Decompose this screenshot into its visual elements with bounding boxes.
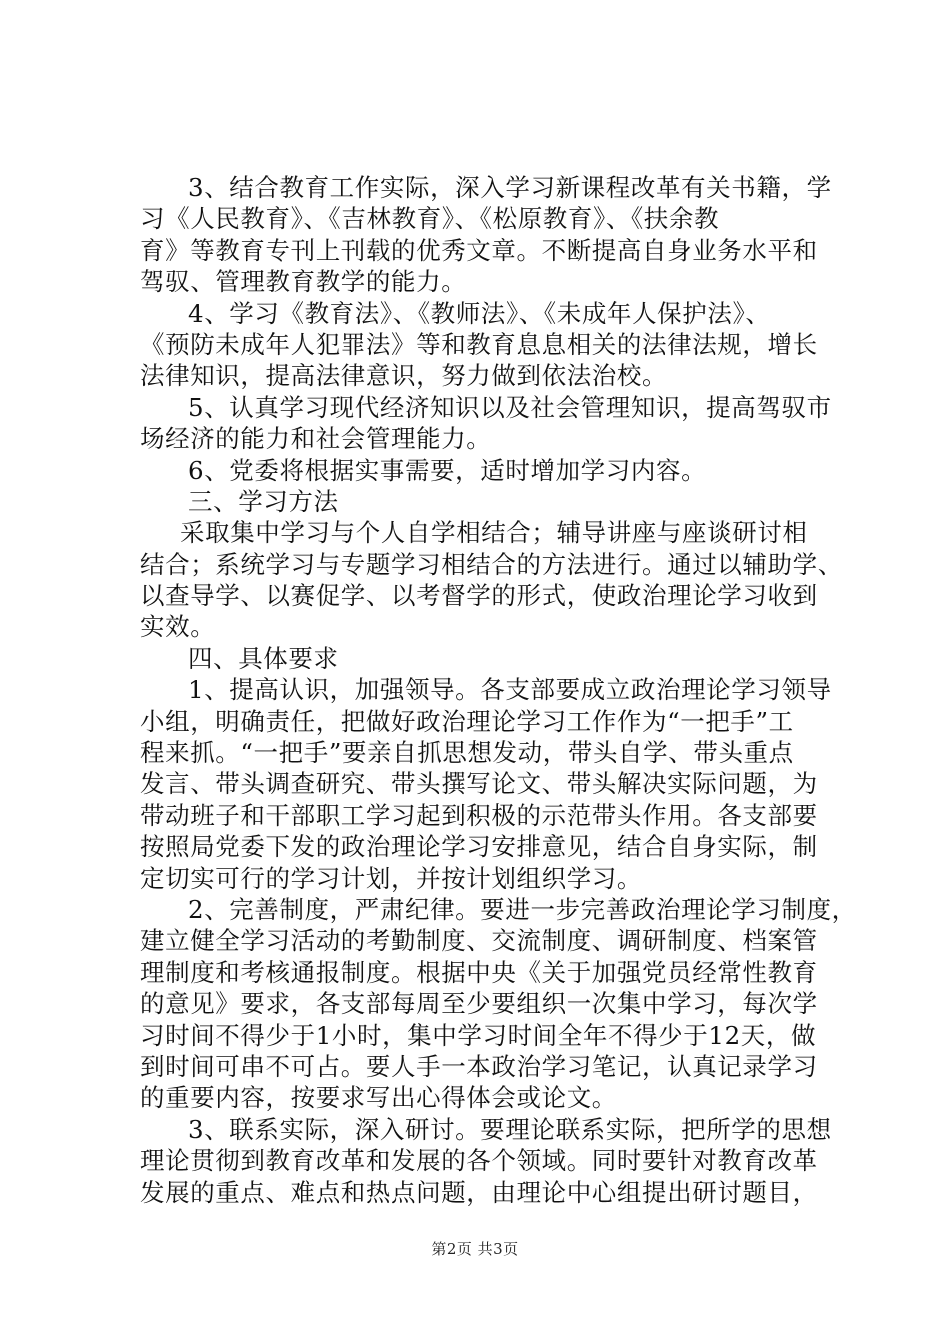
paragraph-line: 习《人民教育》、《吉林教育》、《松原教育》、《扶余教	[140, 204, 720, 234]
paragraph-line: 驾驭、管理教育教学的能力。	[140, 267, 467, 297]
paragraph-line: 到时间可串不可占。要人手一本政治学习笔记，认真记录学习	[140, 1051, 818, 1081]
section-heading: 三、学习方法	[188, 486, 339, 516]
body-text	[140, 172, 857, 1208]
paragraph-line: 6、党委将根据实事需要，适时增加学习内容。	[188, 455, 707, 485]
paragraph-line: 实效。	[140, 612, 216, 642]
paragraph-line: 定切实可行的学习计划，并按计划组织学习。	[140, 863, 642, 893]
paragraph-line: 发言、带头调查研究、带头撰写论文、带头解决实际问题，为	[140, 769, 818, 799]
paragraph-line: 的意见》要求，各支部每周至少要组织一次集中学习，每次学	[140, 989, 818, 1019]
paragraph-line: 4、学习《教育法》、《教师法》、《未成年人保护法》、	[188, 298, 771, 328]
paragraph-line: 以查导学、以赛促学、以考督学的形式，使政治理论学习收到	[140, 581, 818, 611]
paragraph-line: 程来抓。“一把手”要亲自抓思想发动，带头自学、带头重点	[140, 738, 794, 768]
paragraph-line: 1、提高认识，加强领导。各支部要成立政治理论学习领导	[188, 675, 832, 705]
paragraph-line: 带动班子和干部职工学习起到积极的示范带头作用。各支部要	[140, 800, 818, 830]
paragraph-line: 按照局党委下发的政治理论学习安排意见，结合自身实际，制	[140, 832, 818, 862]
paragraph-line: 5、认真学习现代经济知识以及社会管理知识，提高驾驭市	[188, 392, 832, 422]
paragraph-line: 习时间不得少于1小时，集中学习时间全年不得少于12天，做	[140, 1020, 817, 1050]
page-number-footer: 第2页 共3页	[431, 1240, 519, 1258]
paragraph-line: 小组，明确责任，把做好政治理论学习工作作为“一把手”工	[140, 706, 794, 736]
paragraph-line: 3、结合教育工作实际，深入学习新课程改革有关书籍，学	[188, 173, 832, 202]
paragraph-line: 场经济的能力和社会管理能力。	[140, 424, 492, 454]
paragraph-line: 结合；系统学习与专题学习相结合的方法进行。通过以辅助学、	[140, 549, 843, 579]
paragraph-line: 建立健全学习活动的考勤制度、交流制度、调研制度、档案管	[140, 926, 818, 956]
paragraph-line: 3、联系实际，深入研讨。要理论联系实际，把所学的思想	[188, 1114, 832, 1144]
paragraph-line: 法律知识，提高法律意识，努力做到依法治校。	[140, 361, 668, 391]
paragraph-line: 发展的重点、难点和热点问题，由理论中心组提出研讨题目，	[140, 1177, 818, 1207]
paragraph-line: 育》等教育专刊上刊载的优秀文章。不断提高自身业务水平和	[140, 235, 818, 265]
section-heading: 四、具体要求	[188, 643, 339, 673]
paragraph-line: 2、完善制度，严肃纪律。要进一步完善政治理论学习制度，	[188, 894, 857, 924]
paragraph-line: 《预防未成年人犯罪法》等和教育息息相关的法律法规，增长	[140, 329, 818, 359]
paragraph-line: 理论贯彻到教育改革和发展的各个领域。同时要针对教育改革	[140, 1146, 818, 1176]
paragraph-line: 的重要内容，按要求写出心得体会或论文。	[140, 1083, 617, 1113]
paragraph-line: 采取集中学习与个人自学相结合；辅导讲座与座谈研讨相	[180, 518, 808, 548]
paragraph-line: 理制度和考核通报制度。根据中央《关于加强党员经常性教育	[140, 957, 818, 987]
